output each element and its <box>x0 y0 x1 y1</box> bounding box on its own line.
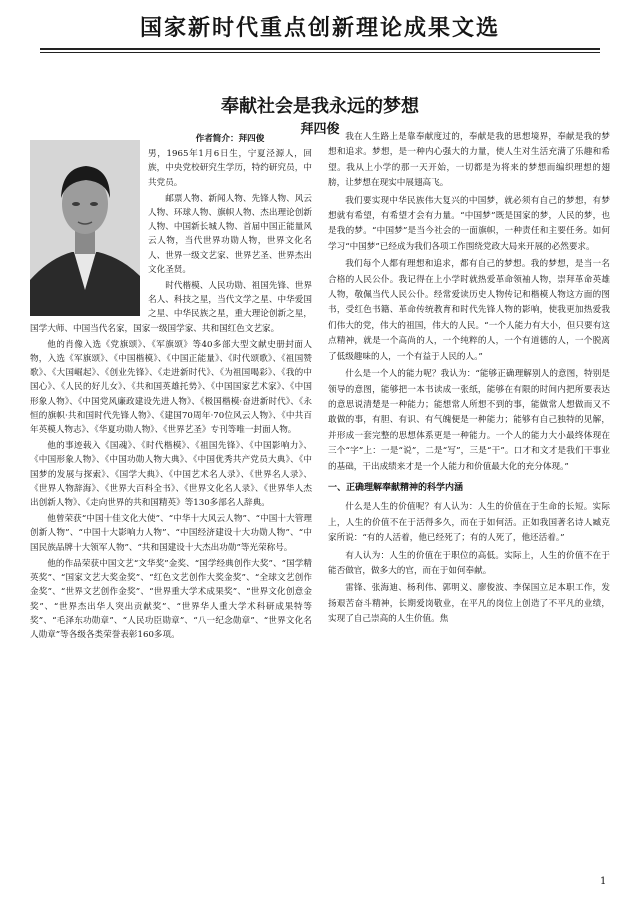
body-paragraph: 我在人生路上是靠奉献度过的，奉献是我的思想境界，奉献是我的梦想和追求。梦想，是一种内心强大的力量，使人生对生活充满了乐趣和希望。我从上小学的那一天开始，一切都是为将来的梦想而编织理想的翅膀，让梦想在现实中展翅高飞。 <box>328 132 610 189</box>
bio-paragraph: 他的作品荣获中国文艺“文华奖”金奖、“国学经典创作大奖”、“国学精英奖”、“国家文艺大奖金奖”、“红色文艺创作大奖金奖”、“全球文艺创作金奖”、“世界文艺创作金奖”、“世界重大学术成果奖”、“世界文化创意金奖”、“世界杰出华人突出贡献奖”、“世界华人重大学术科研成果特等奖”、“毛泽东功勋章”、“人民功臣勋章”、“八一纪念勋章”、“世界文化名人勋章”等各级各类荣誉表彰160多项。 <box>30 558 312 640</box>
body-paragraph: 我们每个人都有理想和追求，都有自己的梦想。我的梦想，是当一名合格的人民公仆。我记得在上小学时就热爱革命领袖人物，崇拜革命英雄人物，敬佩当代人民公仆。经常爱读历史人物传记和楷模人物这方面的图书，受红色书籍、革命传统教育和时代先锋人物的影响，使我更加热爱我们伟大的党，伟大的祖国，伟大的人民。“一个人能力有大小，但只要有这点精神，就是一个高尚的人，一个纯粹的人，一个有道德的人，一个脱离了低级趣味的人，一个有益于人民的人。” <box>328 259 610 362</box>
masthead <box>40 12 600 53</box>
body-paragraph: 什么是人生的价值呢？有人认为：人生的价值在于生命的长短。实际上，人生的价值不在于活得多久，而在于如何活。正如我国著名诗人臧克家所说：“有的人活着，他已经死了；有的人死了，他还活着。” <box>328 502 610 544</box>
bio-paragraph: 时代楷模、人民功勋、祖国先锋、世界名人、科技之星，当代文学之星、中华爱国之星、中华民族之星，重大理论创新之星，国学大师、中国当代名家，国家一级国学家、共和国红色文艺家。 <box>30 281 312 334</box>
bio-paragraph: 邮票人物、新闻人物、先锋人物、风云人物、环球人物、旗帜人物、杰出理论创新人物、中国新长城人物、首届中国正能量风云人物，当代世界功勋人物，世界文化名人、世界一级文艺家、世界艺圣、世界杰出文化圣贤。 <box>148 193 312 275</box>
bio-column <box>30 132 312 644</box>
author-portrait <box>30 140 140 316</box>
bio-heading: 作者简介：拜四俊 <box>195 134 265 144</box>
masthead-rule <box>40 48 600 50</box>
bio-paragraph: 他曾荣获“中国十佳文化大使”、“中华十大风云人物”、“中国十大管理创新人物”、“中国十大影响力人物”、“中国经济建设十大功勋人物”、“中国民族品牌十大领军人物”、“共和国建设十大杰出功勋”等光荣称号。 <box>30 514 312 553</box>
article-title: 奉献社会是我永远的梦想 <box>221 96 419 117</box>
bio-paragraph: 男，1965年1月6日生，宁夏泾源人，回族，中央党校研究生学历，特约研究员，中共党员。 <box>148 149 312 188</box>
body-paragraph: 雷锋、张海迪、杨利伟、郭明义、廖俊波、李保国立足本职工作，发扬艰苦奋斗精神，长期爱岗敬业，在平凡的岗位上创造了不平凡的业绩，实现了自己崇高的人生价值。焦 <box>328 583 610 625</box>
article-author: 拜四俊 <box>300 122 340 137</box>
body-paragraph: 我们要实现中华民族伟大复兴的中国梦，就必须有自己的梦想，有梦想就有希望，有希望才会有力量。“中国梦”既是国家的梦，人民的梦，也是我的梦。“中国梦”是当今社会的一面旗帜，一种责任和主要任务。如何学习“中国梦”已经成为我们各项工作围绕党政大局来开展的必然要求。 <box>328 195 610 252</box>
body-paragraph: 什么是一个人的能力呢？我认为：“能够正确理解别人的意图，特别是领导的意图，能够把一本书读成一张纸，能够在有限的时间内把所要表达的意思说清楚是一种能力；能想常人所想不到的事，能做常人想做而又不敢做的事，有胆、有识、有气魄便是一种能力；能够有自己独特的见解，并形成一套完整的思想体系更是一种能力。一个人的能力大小最终体现在三个“字”上：一是“说”，二是“写”，三是“干”。口才和文才是我们干事业的基础，干出成绩来才是一个人能力和价值最大化的充分体现。” <box>328 369 610 472</box>
page-number: 1 <box>600 876 607 887</box>
masthead-title: 国家新时代重点创新理论成果文选 <box>139 16 500 41</box>
section-heading: 一、正确理解奉献精神的科学内涵 <box>328 482 464 493</box>
body-paragraph: 有人认为：人生的价值在于职位的高低。实际上，人生的价值不在于能否做官，做多大的官，而在于如何奉献。 <box>328 550 610 576</box>
masthead-rule-thin <box>40 52 600 53</box>
bio-paragraph: 他的肖像入选《党旗颂》、《军旗颂》等40多部大型文献史册封面人物，入选《军旗颂》、《中国楷模》、《中国正能量》、《时代颂歌》、《祖国赞歌》、《大国崛起》、《创业先锋》、《走进新时代》、《为祖国喝彩》、《我的中国心》、《人民的好儿女》、《共和国英雄托势》、《中国国家艺术家》、《中国形象人物》、《中国党风廉政建设先进人物》、《极国楷模·奋进新时代》、《永恒的旗帜·共和国时代先锋人物》、《建国70周年·70位风云人物》、《中共百年英模人物志》、《华夏功勋人物》、《世界艺圣》专刊等唯一封面人物。 <box>30 339 312 436</box>
article-body <box>328 130 610 630</box>
bio-paragraph: 他的事迹载入《国魂》、《时代楷模》、《祖国先锋》、《中国影响力》、《中国形象人物》、《中国功勋人物大典》、《中国优秀共产党员大典》、《中国梦的发展与探索》、《国学大典》、《中国艺术名人录》、《世界名人录》、《世界人物辞海》、《世界大百科全书》、《世界文化名人录》、《世界华人杰出创新人物》、《走向世界的共和国精英》等130多部名人辞典。 <box>30 441 312 509</box>
